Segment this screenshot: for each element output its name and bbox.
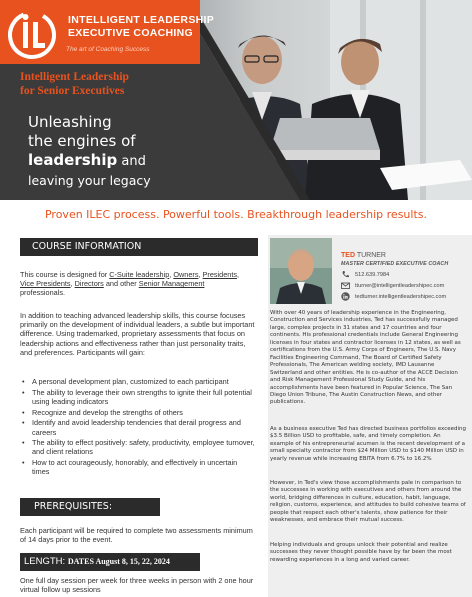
- role-senior-management: Senior Management: [138, 279, 205, 289]
- hero-subtitle-line1: Intelligent Leadership: [20, 71, 129, 83]
- course-intro: This course is designed for C-Suite leadership, Owners, Presidents, Vice Presidents, Directors and other Senior Management professionals.: [20, 270, 240, 298]
- hero-subtitle: [20, 70, 129, 98]
- coach-last-name: TURNER: [355, 252, 386, 259]
- course-intro-professionals: professionals.: [20, 288, 66, 298]
- list-item: • A personal development plan, customized to each participant: [20, 377, 256, 386]
- coach-first-name: TED: [341, 252, 355, 259]
- coach-name: [341, 252, 386, 259]
- course-description: In addition to teaching advanced leadership skills, this course focuses primarily on the development of individual leaders, a subtle but important difference. Using trademarked, proprietary assessments that focus on leadership actions and effectiveness rather than just personality traits, and preferences. Participants will gain:: [20, 311, 255, 357]
- course-information-heading: COURSE INFORMATION: [20, 238, 258, 256]
- coach-bio-paragraph-4: Helping individuals and groups unlock their potential and realize successes they never thought possible have by far been the most rewarding experiences in a long and varied career.: [270, 542, 452, 563]
- hero-banner: [0, 0, 472, 200]
- coach-bio-paragraph-2: As a business executive Ted has directed business portfolios exceeding $3.5 Billion USD to profitable, safe, and timely completion. An example of his entrepreneurial acumen is the recent development of a small specialty contractor from $24 Million USD to $140 Million USD in yearly revenue while increasing EBITA from 6.7% to 16.2%: [270, 426, 466, 462]
- role-directors: Directors: [74, 279, 104, 289]
- list-item: • The ability to leverage their own strengths to ignite their full potential using leading indicators: [20, 388, 256, 406]
- coach-linkedin[interactable]: [341, 292, 446, 301]
- coach-bio-paragraph-1: With over 40 years of leadership experience in the Engineering, Construction and Services industries, Ted has successfully managed large, complex projects in 31 states and 17 countries and four continents. His professional credentials include General Engineering licenses in four states and contractor licenses in 12 states, as well as certifications from the U.S. Army Corps of Engineers, The U.S. Navy Facilities Engineering Command, The Board of Certified Safety Professionals, The American welding society, IMD Lausanne Switzerland and other entities. He is co-author of the ACCE Decision and Risk Management Professional Study Guide, and his accomplishments have been featured in Popular Science, The San Diego Union Tribune, The Austin Construction News, and other publications.: [270, 310, 461, 406]
- coach-linkedin-text: tedturner.intelligentleadershipec.com: [355, 293, 447, 300]
- hero-title-line3-rest: and: [117, 154, 146, 169]
- length-heading: [20, 553, 200, 571]
- coach-email[interactable]: [341, 281, 444, 290]
- ilec-logo-icon: [6, 8, 62, 62]
- logo-name-line1: INTELLIGENT LEADERSHIP: [68, 14, 215, 26]
- list-item: • Identify and avoid leadership tendencies that derail progress and careers: [20, 418, 256, 436]
- list-item: • Recognize and develop the strengths of others: [20, 408, 256, 417]
- coach-title: MASTER CERTIFIED EXECUTIVE COACH: [341, 261, 449, 267]
- hero-subtitle-line2: for Senior Executives: [20, 85, 125, 97]
- phone-icon: [341, 270, 350, 279]
- length-dates: DATES August 8, 15, 22, 2024: [67, 557, 170, 566]
- email-icon: [341, 281, 350, 290]
- prerequisites-text: Each participant will be required to complete two assessments minimum of 14 days prior to the event.: [20, 526, 253, 545]
- course-intro-and-other: and other: [103, 279, 139, 289]
- length-text: One full day session per week for three weeks in person with 2 one hour virtual follow up sessions: [20, 576, 254, 595]
- coach-phone[interactable]: [341, 270, 389, 279]
- hero-title-line1: Unleashing: [28, 113, 112, 131]
- role-vice-presidents: Vice Presidents: [20, 279, 71, 289]
- hero-title-line4: leaving your legacy: [28, 173, 151, 188]
- role-presidents: Presidents: [202, 270, 238, 279]
- logo-name-line2: EXECUTIVE COACHING: [68, 27, 193, 39]
- logo: [0, 0, 215, 64]
- role-owners: Owners: [173, 270, 199, 279]
- hero-title-line2: the engines of: [28, 132, 136, 150]
- coach-phone-text: 512.639.7984: [355, 271, 390, 278]
- list-item: • The ability to effect positively: safety, productivity, employee turnover, and client relations: [20, 438, 256, 456]
- tagline: Proven ILEC process. Powerful tools. Breakthrough leadership results.: [44, 208, 427, 221]
- benefits-list: [20, 377, 256, 478]
- list-item: • How to act courageously, honorably, and effectively in uncertain times: [20, 458, 256, 476]
- role-c-suite: C-Suite leadership: [109, 270, 170, 279]
- length-label: LENGTH:: [24, 556, 68, 567]
- logo-tagline: The art of Coaching Success: [66, 46, 150, 53]
- course-intro-prefix: This course is designed for: [20, 270, 110, 279]
- hero-title-line3: [28, 151, 151, 171]
- hero-title-bold: leadership: [28, 151, 118, 169]
- coach-headshot: [270, 238, 332, 304]
- linkedin-icon: [341, 292, 350, 301]
- coach-bio-paragraph-3: However, in Ted's view those accomplishments pale in comparison to the successes in working with executives and others from around the world, bridging differences in culture, education, habit, language, religion, customs, experience, and attitudes to build cohesive teams of people that respect each other's talents, show patience for their weaknesses, and embrace their mutual success.: [270, 480, 466, 524]
- prerequisites-heading: PREREQUISITES:: [20, 498, 160, 516]
- hero-title: [28, 113, 151, 190]
- coach-email-text: tturner@intelligentleadershipec.com: [355, 282, 445, 289]
